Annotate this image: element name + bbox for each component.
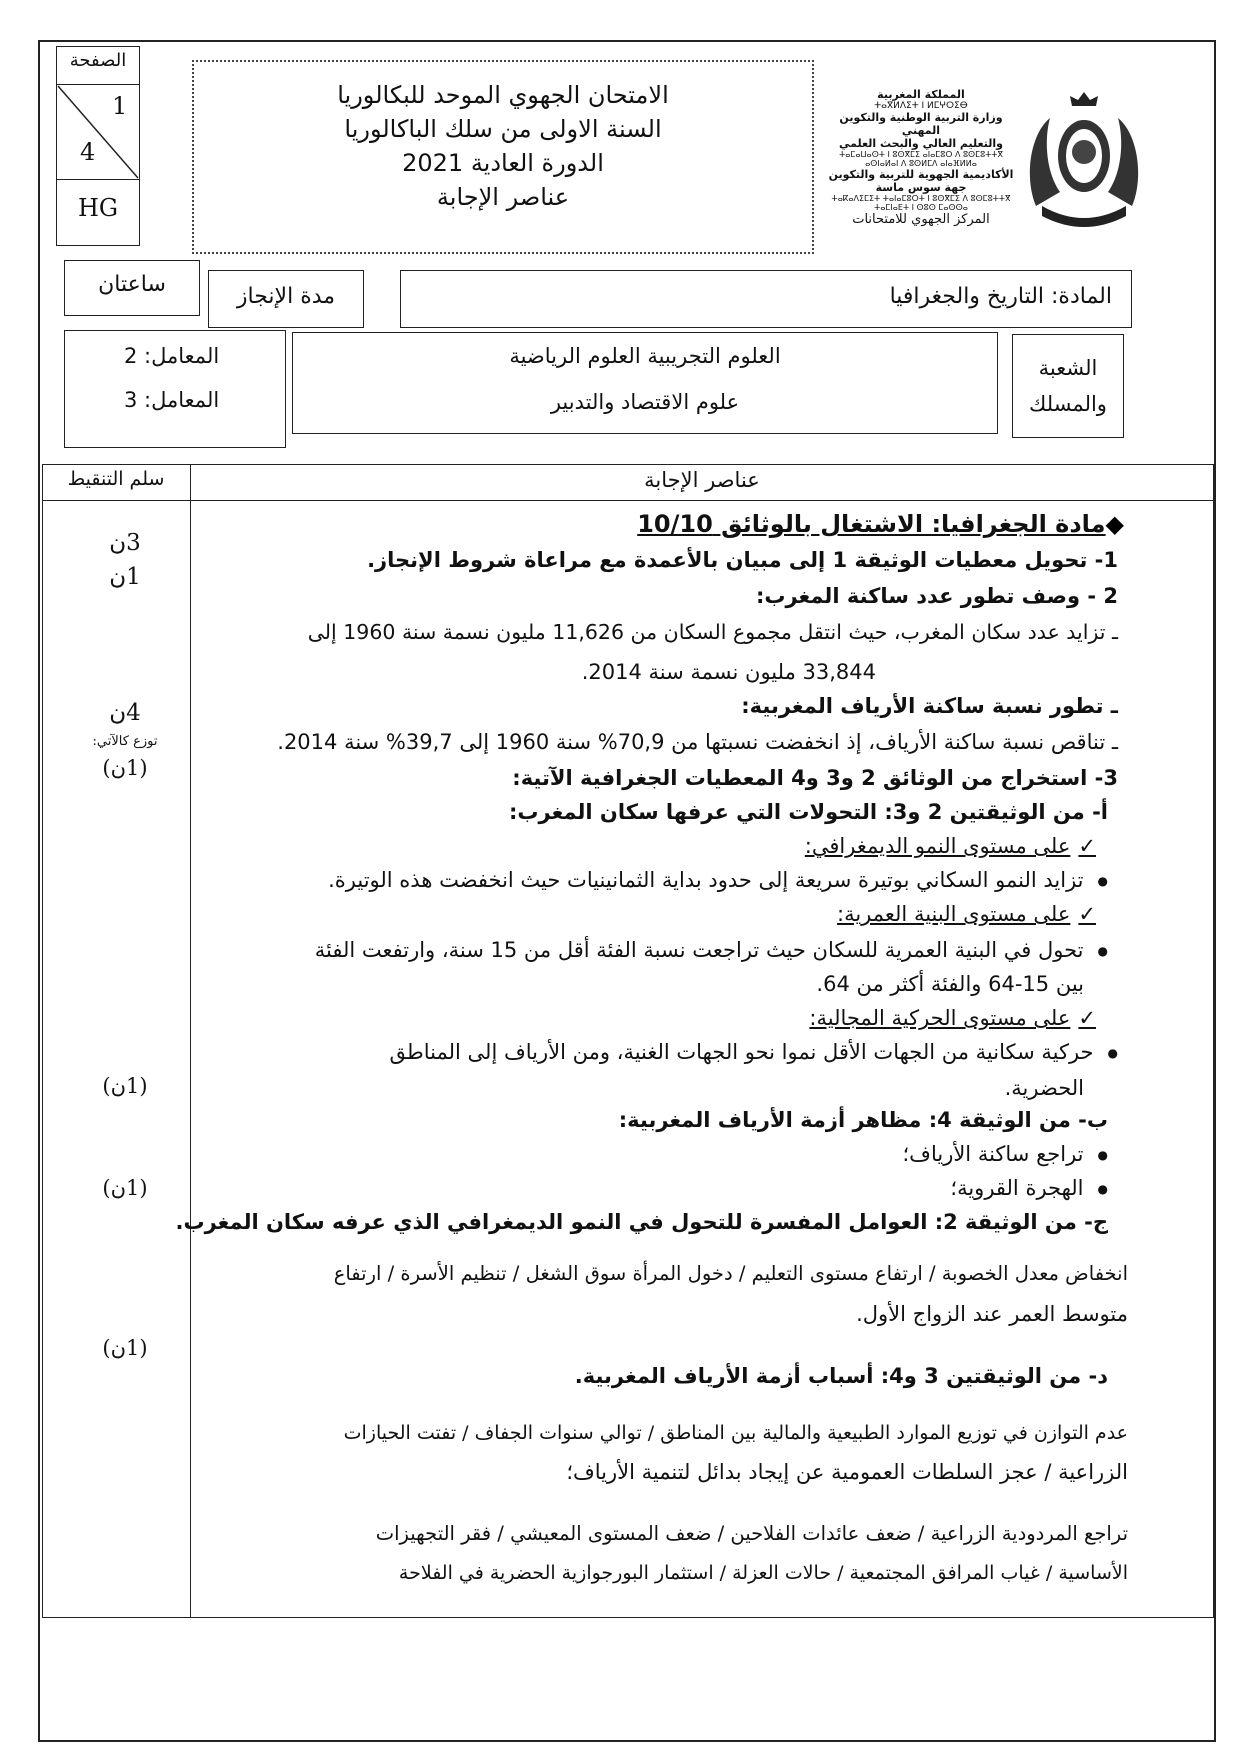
q2-subtitle: ـ تطور نسبة ساكنة الأرياف المغربية: — [741, 694, 1118, 718]
ministry-line: الأكاديمية الجهوية للتربية والتكوين — [828, 168, 1014, 181]
coefficient-1: المعامل: 2 — [124, 344, 220, 368]
ministry-block — [826, 88, 1016, 227]
q2-answer-line-1: ـ تزايد عدد سكان المغرب، حيث انتقل مجموع السكان من 11,626 مليون نسمة سنة 1960 إلى — [307, 620, 1118, 644]
branch-label-1: الشعبة — [1038, 356, 1098, 380]
question-3: 3- استخراج من الوثائق 2 و3 و4 المعطيات الجغرافية الآتية: — [512, 766, 1118, 790]
page-fraction-slash — [56, 84, 140, 180]
q3b-item-1: ● تراجع ساكنة الأرياف؛ — [903, 1142, 1109, 1166]
answers-column-header: عناصر الإجابة — [644, 468, 760, 492]
score-q3c: (1ن) — [102, 1176, 148, 1200]
q3a-level-2: ✓ على مستوى البنية العمرية: — [837, 902, 1096, 926]
ministry-line: ⵜⴰⴳⵍⴷⵉⵜ ⵏ ⵍⵎⵖⵔⵉⴱ — [874, 101, 968, 111]
q3a-level-2-item-1: ● تحول في البنية العمرية للسكان حيث تراجعت نسبة الفئة أقل من 15 سنة، وارتفعت الفئة — [315, 938, 1108, 962]
q3a-level-3-item-1: ● حركية سكانية من الجهات الأقل نموا نحو الجهات الغنية، ومن الأرياف إلى المناطق — [390, 1040, 1118, 1064]
q3a-level-3: ✓ على مستوى الحركية المجالية: — [809, 1006, 1096, 1030]
q3c-answer-line-1: انخفاض معدل الخصوبة / ارتفاع مستوى التعليم / دخول المرأة سوق الشغل / تنظيم الأسرة / ارتفاع — [333, 1262, 1128, 1285]
q3a-level-3-item-2: الحضرية. — [1004, 1076, 1084, 1100]
score-q3: 4ن — [109, 700, 141, 726]
score-q2: 1ن — [109, 564, 141, 590]
q3a-title: أ- من الوثيقتين 2 و3: التحولات التي عرفها سكان المغرب: — [509, 800, 1108, 824]
q3a-level-2-item-2: بين 15-64 والفئة أكثر من 64. — [816, 972, 1084, 996]
q3d-title: د- من الوثيقتين 3 و4: أسباب أزمة الأرياف المغربية. — [574, 1364, 1108, 1388]
exam-line-1: الامتحان الجهوي الموحد للبكالوريا — [337, 81, 669, 109]
q3b-title: ب- من الوثيقة 4: مظاهر أزمة الأرياف المغربية: — [618, 1108, 1108, 1132]
branch-label-2: والمسلك — [1029, 392, 1107, 416]
exam-title — [200, 78, 806, 214]
ministry-line: ⴰⵙⵏⴰⵍⴰⵏ ⴷ ⵓⵙⵍⵎⴷ ⴰⵏⴰⴼⵍⵍⴰ — [865, 159, 977, 168]
q3d-answer-line-2: الزراعية / عجز السلطات العمومية عن إيجاد بدائل لتنمية الأرياف؛ — [566, 1460, 1128, 1484]
q3a-level-1: ✓ على مستوى النمو الديمغرافي: — [805, 834, 1096, 858]
q3b-item-2: ● الهجرة القروية؛ — [950, 1176, 1108, 1200]
score-q1: 3ن — [109, 530, 141, 556]
q2-answer-line-3: ـ تناقص نسبة ساكنة الأرياف، إذ انخفضت نسبتها من 70,9% سنة 1960 إلى 39,7% سنة 2014. — [277, 730, 1118, 754]
exam-line-2: السنة الاولى من سلك الباكالوريا — [344, 115, 662, 143]
ministry-line: وزارة التربية الوطنية والتكوين المهني — [839, 111, 1003, 137]
score-q3-detail: (1ن) — [102, 756, 148, 780]
page-label: الصفحة — [69, 50, 127, 71]
section-title-text: مادة الجغرافيا: الاشتغال بالوثائق 10/10 — [637, 510, 1106, 538]
ministry-line: المركز الجهوي للامتحانات — [852, 212, 990, 227]
diamond-bullet-icon: ◆ — [1105, 510, 1124, 538]
section-title — [637, 510, 1124, 538]
score-q3-note: توزع كالآتي: — [92, 734, 158, 749]
q3d-answer-line-1: عدم التوازن في توزيع الموارد الطبيعية والمالية بين المناطق / توالي سنوات الجفاف / تفتت الحيازات — [343, 1422, 1128, 1444]
ministry-line: جهة سوس ماسة — [875, 181, 967, 194]
exam-line-3: الدورة العادية 2021 — [402, 149, 604, 177]
ministry-line: ⵜⴰⴽⴰⴷⵉⵎⵉⵜ ⵜⴰⵏⴰⵎⵓⵔⵜ ⵏ ⵓⵙⴳⵎⵉ ⴷ ⵓⵙⵎⵓⵜⵜⴳ — [831, 194, 1011, 203]
duration-label: مدة الإنجاز — [236, 284, 336, 309]
page-current: 1 — [112, 92, 128, 120]
branch-line-1: العلوم التجريبية العلوم الرياضية — [509, 344, 781, 368]
score-column-header: سلم التنقيط — [67, 468, 165, 490]
q3c-answer-line-2: متوسط العمر عند الزواج الأول. — [856, 1302, 1128, 1326]
score-q3b: (1ن) — [102, 1074, 148, 1098]
subject-name: المادة: التاريخ والجغرافيا — [889, 284, 1112, 309]
table-header-divider — [42, 500, 1214, 501]
q2-answer-line-2: 33,844 مليون نسمة سنة 2014. — [581, 660, 876, 684]
score-column-divider — [190, 464, 191, 1618]
branch-label-cell — [1012, 334, 1124, 438]
page-total: 4 — [80, 138, 96, 166]
q3d-answer-line-4: الأساسية / غياب المرافق المجتمعية / حالات العزلة / استثمار البورجوازية الحضرية في الفلاحة — [398, 1562, 1128, 1584]
ministry-line: المملكة المغربية — [877, 88, 965, 101]
exam-line-4: عناصر الإجابة — [436, 183, 570, 211]
score-q3d: (1ن) — [102, 1336, 148, 1360]
branch-line-2: علوم الاقتصاد والتدبير — [550, 390, 740, 414]
q3a-level-1-item: ● تزايد النمو السكاني بوتيرة سريعة إلى حدود بداية الثمانينيات حيث انخفضت هذه الوتيرة. — [328, 868, 1108, 892]
q3d-answer-line-3: تراجع المردودية الزراعية / ضعف عائدات الفلاحين / ضعف المستوى المعيشي / فقر التجهيزات — [375, 1522, 1128, 1545]
duration-value: ساعتان — [98, 272, 166, 297]
q3c-title: ج- من الوثيقة 2: العوامل المفسرة للتحول في النمو الديمغرافي الذي عرفه سكان المغرب. — [175, 1210, 1108, 1234]
coat-of-arms-emblem — [1022, 88, 1146, 234]
subject-code: HG — [77, 194, 119, 222]
ministry-line: ⵜⴰⵎⵏⴰⴹⵜ ⵏ ⵙⵓⵙ ⵎⴰⵙⵙⴰ — [874, 203, 968, 212]
ministry-line: والتعليم العالي والبحث العلمي — [839, 137, 1003, 150]
question-1: 1- تحويل معطيات الوثيقة 1 إلى مبيان بالأعمدة مع مراعاة شروط الإنجاز. — [367, 548, 1118, 572]
ministry-line: ⵜⴰⵎⴰⵡⴰⵙⵜ ⵏ ⵓⵙⴳⵎⵉ ⴰⵏⴰⵎⵓⵔ ⴷ ⵓⵙⵎⵓⵜⵜⴳ — [839, 150, 1003, 159]
question-2: 2 - وصف تطور عدد ساكنة المغرب: — [755, 584, 1118, 608]
coefficient-2: المعامل: 3 — [124, 388, 220, 412]
